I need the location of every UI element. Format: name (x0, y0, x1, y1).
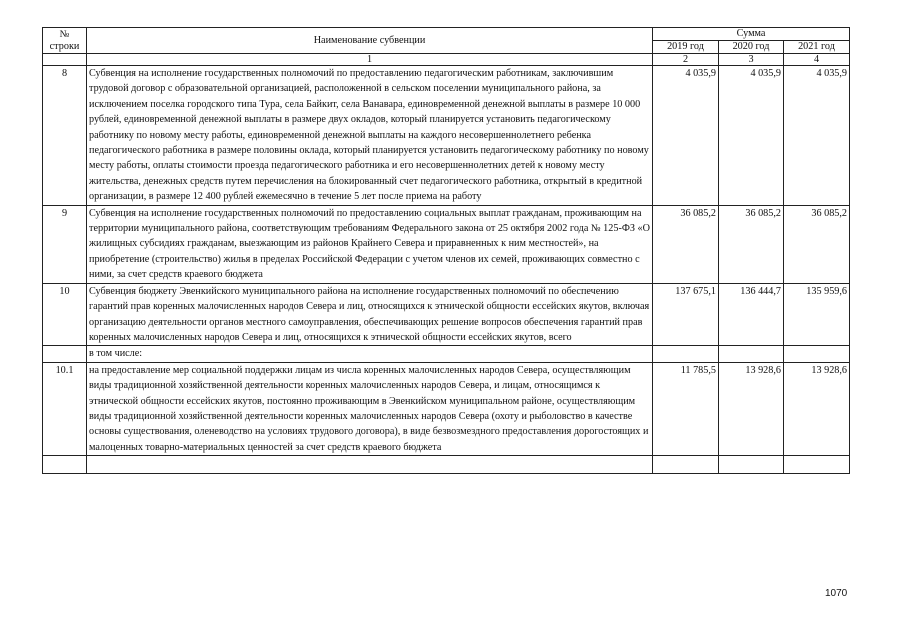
index-cell-1: 1 (87, 54, 653, 66)
amount-2020: 136 444,7 (719, 283, 784, 346)
table-row (43, 205, 850, 283)
amount-2020 (719, 346, 784, 362)
blank-cell (87, 456, 653, 474)
blank-cell (43, 456, 87, 474)
amount-2019: 11 785,5 (653, 362, 719, 455)
page-number: 1070 (825, 588, 848, 599)
row-number: 8 (43, 66, 87, 206)
index-cell-4: 4 (784, 54, 850, 66)
table-row-blank (43, 456, 850, 474)
table-row (43, 66, 850, 206)
blank-cell (719, 456, 784, 474)
year-2020-header: 2020 год (719, 41, 784, 54)
table-row (43, 346, 850, 362)
row-number: 10 (43, 283, 87, 346)
subvention-name: Субвенция на исполнение государственных полномочий по предоставлению социальных выплат гражданам, проживающим на территории муниципального района, соответствующим требованиям Федерального закона от 25 октября 2002 года № 125-ФЗ «О жилищных субсидиях гражданам, выезжающим из районов Крайнего Севера и приравненных к ним местностей», на приобретение (строительство) жилья в пределах Российской Федерации с учетом членов их семей, проживающих совместно с ними, за счет средств краевого бюджета (87, 205, 653, 283)
table-row (43, 362, 850, 455)
amount-2020: 4 035,9 (719, 66, 784, 206)
amount-2019: 4 035,9 (653, 66, 719, 206)
amount-2021: 4 035,9 (784, 66, 850, 206)
subventions-table (42, 27, 850, 474)
subvention-name: на предоставление мер социальной поддержки лицам из числа коренных малочисленных народов Севера, осуществляющим виды традиционной хозяйственной деятельности коренных малочисленных народов Севера, и лицам, относящимся к этнической общности ессейских якутов, постоянно проживающим в Эвенкийском муниципальном районе, осуществляющим виды традиционной хозяйственной деятельности коренных малочисленных народов Севера (охоту и рыболовство в качестве основы существования, оленеводство на условиях трудового договора), в виде безвозмездного предоставления дорогостоящих и малоценных товарно-материальных ценностей за счет средств краевого бюджета (87, 362, 653, 455)
row-number: 10.1 (43, 362, 87, 455)
index-cell-2: 2 (653, 54, 719, 66)
row-number-header-line1: № (59, 28, 70, 40)
year-2019-header: 2019 год (653, 41, 719, 54)
subvention-name: в том числе: (87, 346, 653, 362)
amount-2019: 36 085,2 (653, 205, 719, 283)
row-number (43, 346, 87, 362)
table-row (43, 283, 850, 346)
subvention-name: Субвенция бюджету Эвенкийского муниципального района на исполнение государственных полномочий по обеспечению гарантий прав коренных малочисленных народов Севера и лиц, относящихся к этнической общности ессейских якутов, включая организацию деятельности органов местного самоуправления, обеспечивающих решение вопросов обеспечения гарантий прав коренных малочисленных народов Севера и лиц, относящихся к этнической общности ессейских якутов, всего (87, 283, 653, 346)
row-number-header (43, 28, 87, 54)
subvention-name: Субвенция на исполнение государственных полномочий по предоставлению педагогическим работникам, заключившим трудовой договор с образовательной организацией, расположенной в сельском поселении муниципального района, за исключением поселка городского типа Тура, села Байкит, села Ванавара, единовременной денежной выплаты в размере 10 000 рублей, единовременной денежной выплаты в размере двух окладов, который планируется установить педагогическому работнику по новому месту работы, единовременной денежной выплаты на каждого несовершеннолетнего ребенка педагогического работника в размере половины оклада, который планируется установить педагогическому работнику по новому месту работы, оплаты стоимости проезда педагогического работника и его несовершеннолетних детей к новому месту жительства, денежных средств путем перечисления на блокированный счет педагогического работника, открытый в кредитной организации, в размере 12 400 рублей ежемесячно в течение 5 лет после приема на работу (87, 66, 653, 206)
amount-2019 (653, 346, 719, 362)
amount-2021: 135 959,6 (784, 283, 850, 346)
index-cell-empty (43, 54, 87, 66)
amount-2021 (784, 346, 850, 362)
blank-cell (653, 456, 719, 474)
amount-2019: 137 675,1 (653, 283, 719, 346)
year-2021-header: 2021 год (784, 41, 850, 54)
row-number: 9 (43, 205, 87, 283)
amount-header: Сумма (653, 28, 850, 41)
amount-2020: 13 928,6 (719, 362, 784, 455)
subvention-name-header: Наименование субвенции (87, 28, 653, 54)
blank-cell (784, 456, 850, 474)
amount-2021: 36 085,2 (784, 205, 850, 283)
row-number-header-line2: строки (49, 40, 80, 52)
index-cell-3: 3 (719, 54, 784, 66)
amount-2020: 36 085,2 (719, 205, 784, 283)
amount-2021: 13 928,6 (784, 362, 850, 455)
